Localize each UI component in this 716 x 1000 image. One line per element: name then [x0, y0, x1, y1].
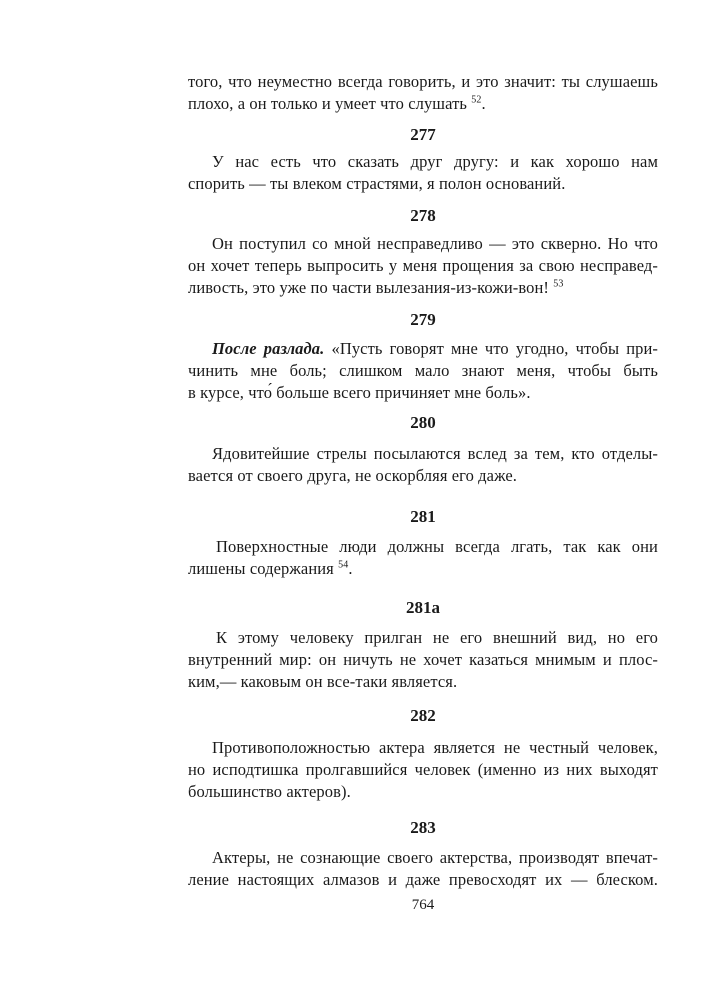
aphorism-number-279: 279 [410, 310, 436, 329]
aphorism-281-text [188, 536, 658, 580]
footnote-ref: 53 [553, 278, 564, 290]
text-line: вается от своего друга, не оскорбляя его даже. [188, 466, 518, 485]
text-line: Ядовитейшие стрелы посылаются вслед за тем, кто отделы- [212, 444, 658, 463]
text-line: в курсе, что́ больше всего причиняет мне боль». [188, 383, 531, 402]
text-fragment: «Пусть говорят мне что угодно, чтобы при- [324, 339, 659, 358]
aphorism-number-278: 278 [410, 206, 436, 225]
text-line: ление настоящих алмазов и даже превосходят их — блеском. [188, 870, 658, 889]
text-fragment: . [481, 94, 486, 113]
text-line: он хочет теперь выпросить у меня прощения за свою несправед- [188, 256, 658, 275]
footnote-ref: 52 [471, 94, 482, 106]
aphorism-278-text [188, 233, 658, 299]
text-line [188, 277, 658, 299]
text-line: спорить — ты влеком страстями, я полон оснований. [188, 174, 566, 193]
text-fragment: лишены содержания [188, 559, 334, 578]
text-line: Поверхностные люди должны всегда лгать, так как они [216, 537, 658, 556]
aphorism-number-283: 283 [410, 818, 436, 837]
text-line: Актеры, не сознающие своего актерства, производят впечат- [212, 848, 658, 867]
footnote-ref: 54 [338, 559, 349, 571]
text-line: У нас есть что сказать друг другу: и как хорошо нам [212, 152, 658, 171]
aphorism-number-282: 282 [410, 706, 436, 725]
text-fragment: . [348, 559, 353, 578]
text-fragment: ливость, это уже по части вылезания-из-кожи-вон! [188, 278, 549, 297]
aphorism-281a-text [188, 627, 658, 693]
text-line: Он поступил со мной несправедливо — это скверно. Но что [212, 234, 658, 253]
text-line [188, 338, 658, 360]
text-line: большинство актеров). [188, 782, 351, 801]
text-line: внутренний мир: он ничуть не хочет казаться мнимым и плос- [188, 650, 658, 669]
aphorism-number-281: 281 [410, 507, 436, 526]
text-line: но исподтишка пролгавшийся человек (именно из них выходят [188, 760, 658, 779]
text-line: ким,— каковым он все-таки является. [188, 672, 458, 691]
aphorism-title: После разлада. [212, 339, 325, 358]
text-line: чинить мне боль; слишком мало знают меня, чтобы быть [188, 361, 658, 380]
aphorism-280-text [188, 443, 658, 487]
aphorism-283-text [188, 847, 658, 891]
text-line: Противоположностью актера является не честный человек, [212, 738, 658, 757]
aphorism-277-text [188, 151, 658, 195]
aphorism-number-281a: 281а [406, 598, 440, 617]
text-line: К этому человеку прилган не его внешний вид, но его [216, 628, 658, 647]
text-line: того, что неуместно всегда говорить, и это значит: ты слушаешь [188, 72, 658, 91]
text-line [188, 558, 658, 580]
aphorism-282-text [188, 737, 658, 803]
text-fragment: плохо, а он только и умеет что слушать [188, 94, 468, 113]
page-number: 764 [411, 897, 435, 913]
continuation-paragraph [188, 71, 658, 115]
text-line [188, 93, 658, 115]
aphorism-number-280: 280 [410, 413, 436, 432]
aphorism-279-text [188, 338, 658, 404]
aphorism-number-277: 277 [410, 125, 436, 144]
